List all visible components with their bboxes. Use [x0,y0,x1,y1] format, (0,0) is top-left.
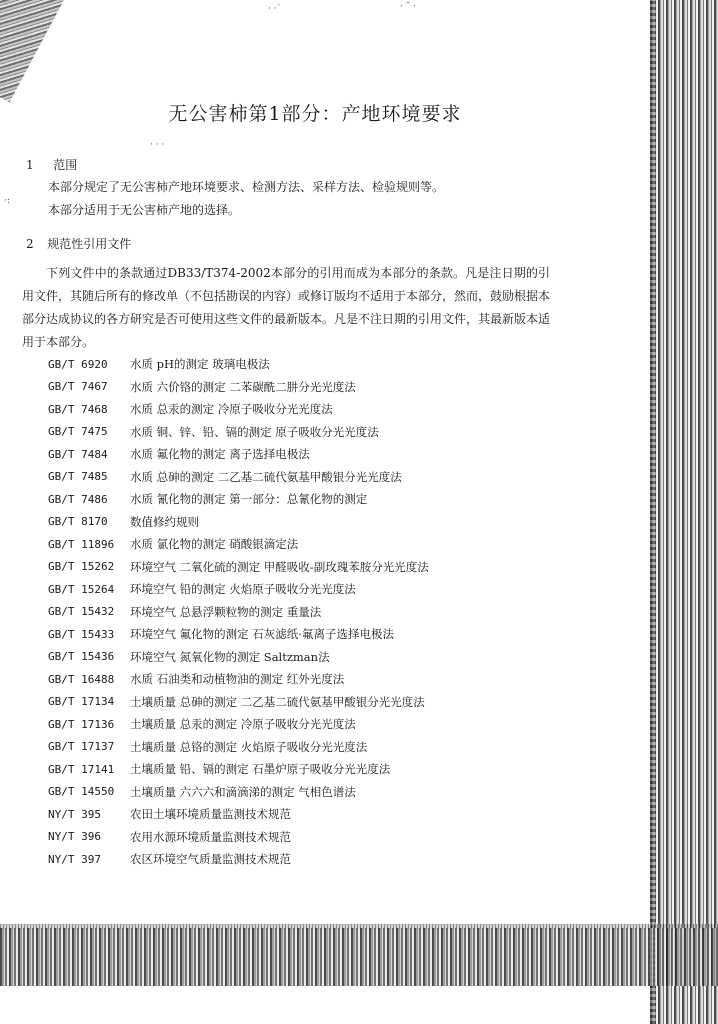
reference-code: GB/T 17141 [48,762,115,776]
reference-item [48,691,429,714]
scan-corner-shadow [0,0,80,102]
reference-item [48,533,429,556]
scan-speck: · ·˙ [268,4,282,14]
reference-code: GB/T 7486 [48,492,108,506]
reference-title: 数值修约规则 [130,514,199,529]
section-2-paragraph-text: 下列文件中的条款通过DB33/T374-2002本部分的引用而成为本部分的条款。凡是注日期的引用文件，其随后所有的修改单（不包括勘误的内容）或修订版均不适用于本部分，然而，鼓励根据本部分达成协议的各方研究是否可使用这些文件的最新版本。凡是不注日期的引用文件，其最新版本适用于本部分。 [22,266,551,349]
reference-code: GB/T 17137 [48,740,115,754]
section-number: 1 [26,158,34,172]
reference-item [48,376,429,399]
reference-title: 水质 总砷的测定 二乙基二硫代氨基甲酸银分光光度法 [130,469,402,484]
reference-item [48,646,429,669]
reference-item [48,848,429,871]
reference-title: 水质 总汞的测定 冷原子吸收分光光度法 [130,402,333,417]
reference-title: 水质 六价铬的测定 二苯碳酰二肼分光光度法 [130,379,356,394]
reference-title: 水质 石油类和动植物油的测定 红外光度法 [130,672,345,687]
reference-item [48,713,429,736]
reference-title: 环境空气 总悬浮颗粒物的测定 重量法 [130,604,322,619]
section-1-paragraph: 本部分规定了无公害柿产地环境要求、检测方法、采样方法、检验规则等。 [48,180,445,194]
reference-title: 环境空气 二氧化硫的测定 甲醛吸收-副玫瑰苯胺分光光度法 [130,559,429,574]
reference-code: GB/T 17134 [48,695,115,709]
reference-title: 环境空气 氮氧化物的测定 Saltzman法 [130,649,330,664]
reference-code: NY/T 395 [48,807,101,821]
reference-item [48,623,429,646]
reference-title: 土壤质量 六六六和滴滴涕的测定 气相色谱法 [130,784,356,799]
reference-title: 水质 pH的测定 玻璃电极法 [130,357,270,372]
scan-bottom-edge-shadow [0,928,718,986]
section-1-paragraph: 本部分适用于无公害柿产地的选择。 [48,203,241,217]
reference-code: GB/T 15436 [48,650,115,664]
section-title: 范围 [53,158,78,172]
reference-title: 农区环境空气质量监测技术规范 [130,852,291,867]
reference-code: GB/T 15264 [48,582,115,596]
scan-right-edge-line [650,0,656,1024]
section-1-heading [26,156,77,173]
reference-title: 水质 铜、锌、铅、镉的测定 原子吸收分光光度法 [130,424,379,439]
scan-speck: · ¨ · [400,2,416,12]
section-2-paragraph [22,262,550,354]
reference-title: 土壤质量 总铬的测定 火焰原子吸收分光光度法 [130,739,368,754]
reference-code: GB/T 7485 [48,470,108,484]
reference-title: 水质 氯化物的测定 硝酸银滴定法 [130,537,299,552]
reference-title: 农用水源环境质量监测技术规范 [130,829,291,844]
reference-item [48,578,429,601]
scan-right-edge-shadow [650,0,718,1024]
reference-title: 环境空气 铅的测定 火焰原子吸收分光光度法 [130,582,356,597]
reference-item [48,443,429,466]
reference-title: 水质 氰化物的测定 第一部分：总氰化物的测定 [130,492,368,507]
reference-code: GB/T 14550 [48,785,115,799]
reference-list [48,353,429,871]
section-number: 2 [26,237,34,251]
reference-item [48,421,429,444]
reference-item [48,736,429,759]
reference-item [48,511,429,534]
section-2-heading [26,235,131,252]
reference-item [48,803,429,826]
reference-item [48,668,429,691]
scan-speck: · · · [150,140,165,150]
reference-code: GB/T 11896 [48,537,115,551]
reference-code: GB/T 16488 [48,672,115,686]
reference-code: GB/T 15432 [48,605,115,619]
reference-item [48,353,429,376]
reference-code: GB/T 7467 [48,380,108,394]
reference-item [48,466,429,489]
reference-title: 土壤质量 铅、镉的测定 石墨炉原子吸收分光光度法 [130,762,391,777]
reference-title: 水质 氟化物的测定 离子选择电极法 [130,447,310,462]
reference-item [48,781,429,804]
scan-speck: ·: [4,196,10,206]
reference-code: GB/T 7475 [48,425,108,439]
reference-title: 环境空气 氟化物的测定 石灰滤纸·氟离子选择电极法 [130,627,394,642]
document-title: 无公害柿第1部分：产地环境要求 [168,102,462,125]
reference-item [48,826,429,849]
reference-code: GB/T 15433 [48,627,115,641]
reference-item [48,488,429,511]
reference-title: 土壤质量 总汞的测定 冷原子吸收分光光度法 [130,717,356,732]
reference-code: GB/T 15262 [48,560,115,574]
reference-item [48,601,429,624]
reference-title: 农田土壤环境质量监测技术规范 [130,807,291,822]
reference-item [48,398,429,421]
reference-code: GB/T 17136 [48,717,115,731]
reference-code: GB/T 7468 [48,402,108,416]
reference-code: NY/T 396 [48,830,101,844]
reference-code: GB/T 8170 [48,515,108,529]
reference-item [48,758,429,781]
reference-item [48,556,429,579]
reference-code: GB/T 6920 [48,357,108,371]
reference-title: 土壤质量 总砷的测定 二乙基二硫代氨基甲酸银分光光度法 [130,694,425,709]
reference-code: GB/T 7484 [48,447,108,461]
section-title: 规范性引用文件 [47,237,132,251]
reference-code: NY/T 397 [48,852,101,866]
